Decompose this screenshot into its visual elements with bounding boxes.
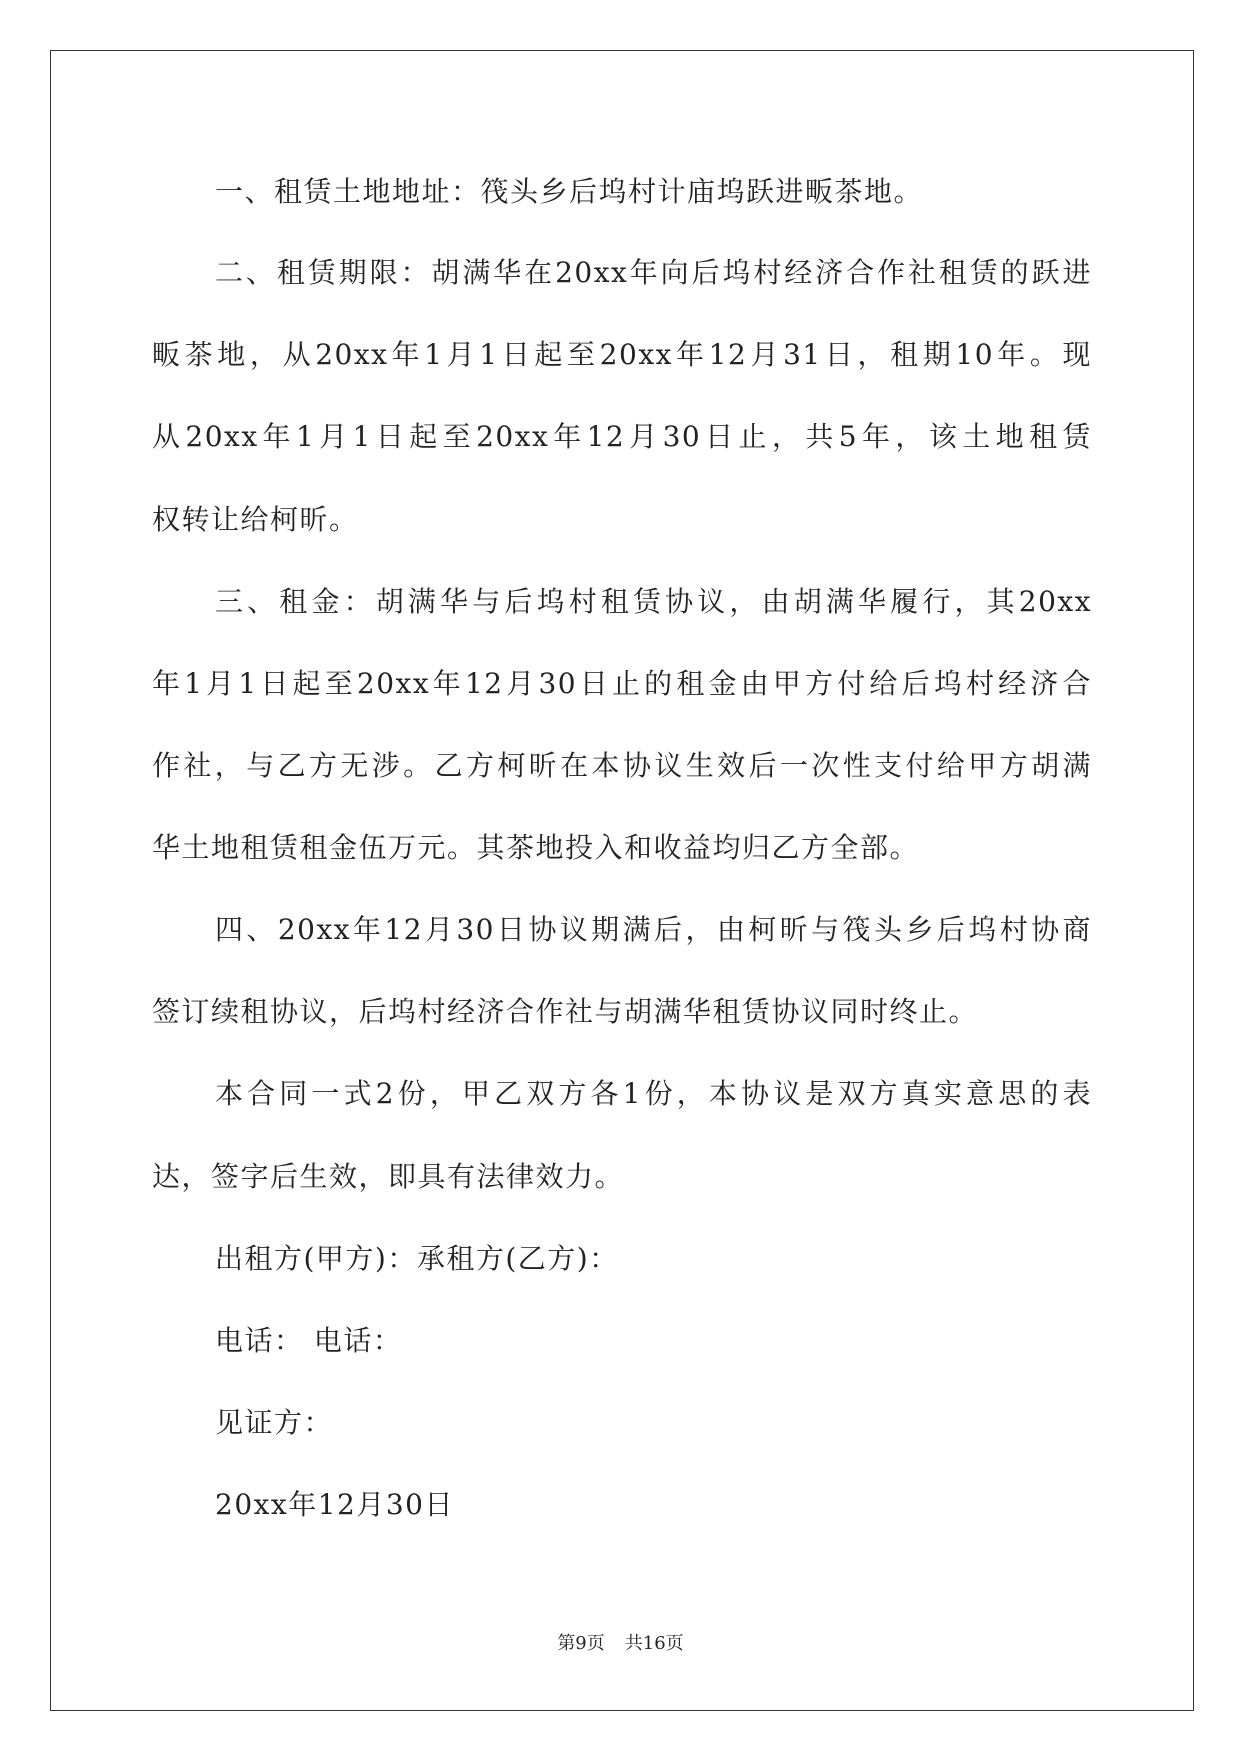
- paragraph-3-line-2: 年1月1日起至20xx年12月30日止的租金由甲方付给后坞村经济合: [152, 667, 1092, 700]
- paragraph-5-line-1: 本合同一式2份，甲乙双方各1份，本协议是双方真实意思的表: [215, 1077, 1092, 1110]
- page-footer: [0, 1632, 1241, 1656]
- paragraph-3-line-4: 华土地租赁租金伍万元。其茶地投入和收益均归乙方全部。: [152, 831, 920, 864]
- paragraph-2-line-3: 从20xx年1月1日起至20xx年12月30日止，共5年，该土地租赁: [152, 420, 1092, 453]
- signature-phones: 电话： 电话：: [215, 1324, 403, 1357]
- paragraph-4-line-2: 签订续租协议，后坞村经济合作社与胡满华租赁协议同时终止。: [152, 995, 979, 1028]
- paragraph-5-line-2: 达，签字后生效，即具有法律效力。: [152, 1160, 625, 1193]
- page-number: 第9页: [557, 1633, 605, 1654]
- page-border: [50, 50, 1194, 1711]
- signature-witness: 见证方：: [215, 1406, 334, 1439]
- paragraph-4-line-1: 四、20xx年12月30日协议期满后，由柯昕与筏头乡后坞村协商: [215, 913, 1092, 946]
- paragraph-3-line-3: 作社，与乙方无涉。乙方柯昕在本协议生效后一次性支付给甲方胡满: [152, 749, 1092, 782]
- paragraph-3-line-1: 三、租金：胡满华与后坞村租赁协议，由胡满华履行，其20xx: [215, 585, 1092, 618]
- paragraph-2-line-2: 畈茶地，从20xx年1月1日起至20xx年12月31日，租期10年。现: [152, 338, 1092, 371]
- paragraph-1-line-1: 一、租赁土地地址：筏头乡后坞村计庙坞跃进畈茶地。: [215, 175, 924, 208]
- signature-date: 20xx年12月30日: [215, 1488, 454, 1521]
- signature-parties: 出租方(甲方)：承租方(乙方)：: [215, 1242, 619, 1275]
- paragraph-2-line-1: 二、租赁期限：胡满华在20xx年向后坞村经济合作社租赁的跃进: [215, 256, 1092, 289]
- paragraph-2-line-4: 权转让给柯昕。: [152, 503, 359, 536]
- page-total: 共16页: [624, 1633, 684, 1654]
